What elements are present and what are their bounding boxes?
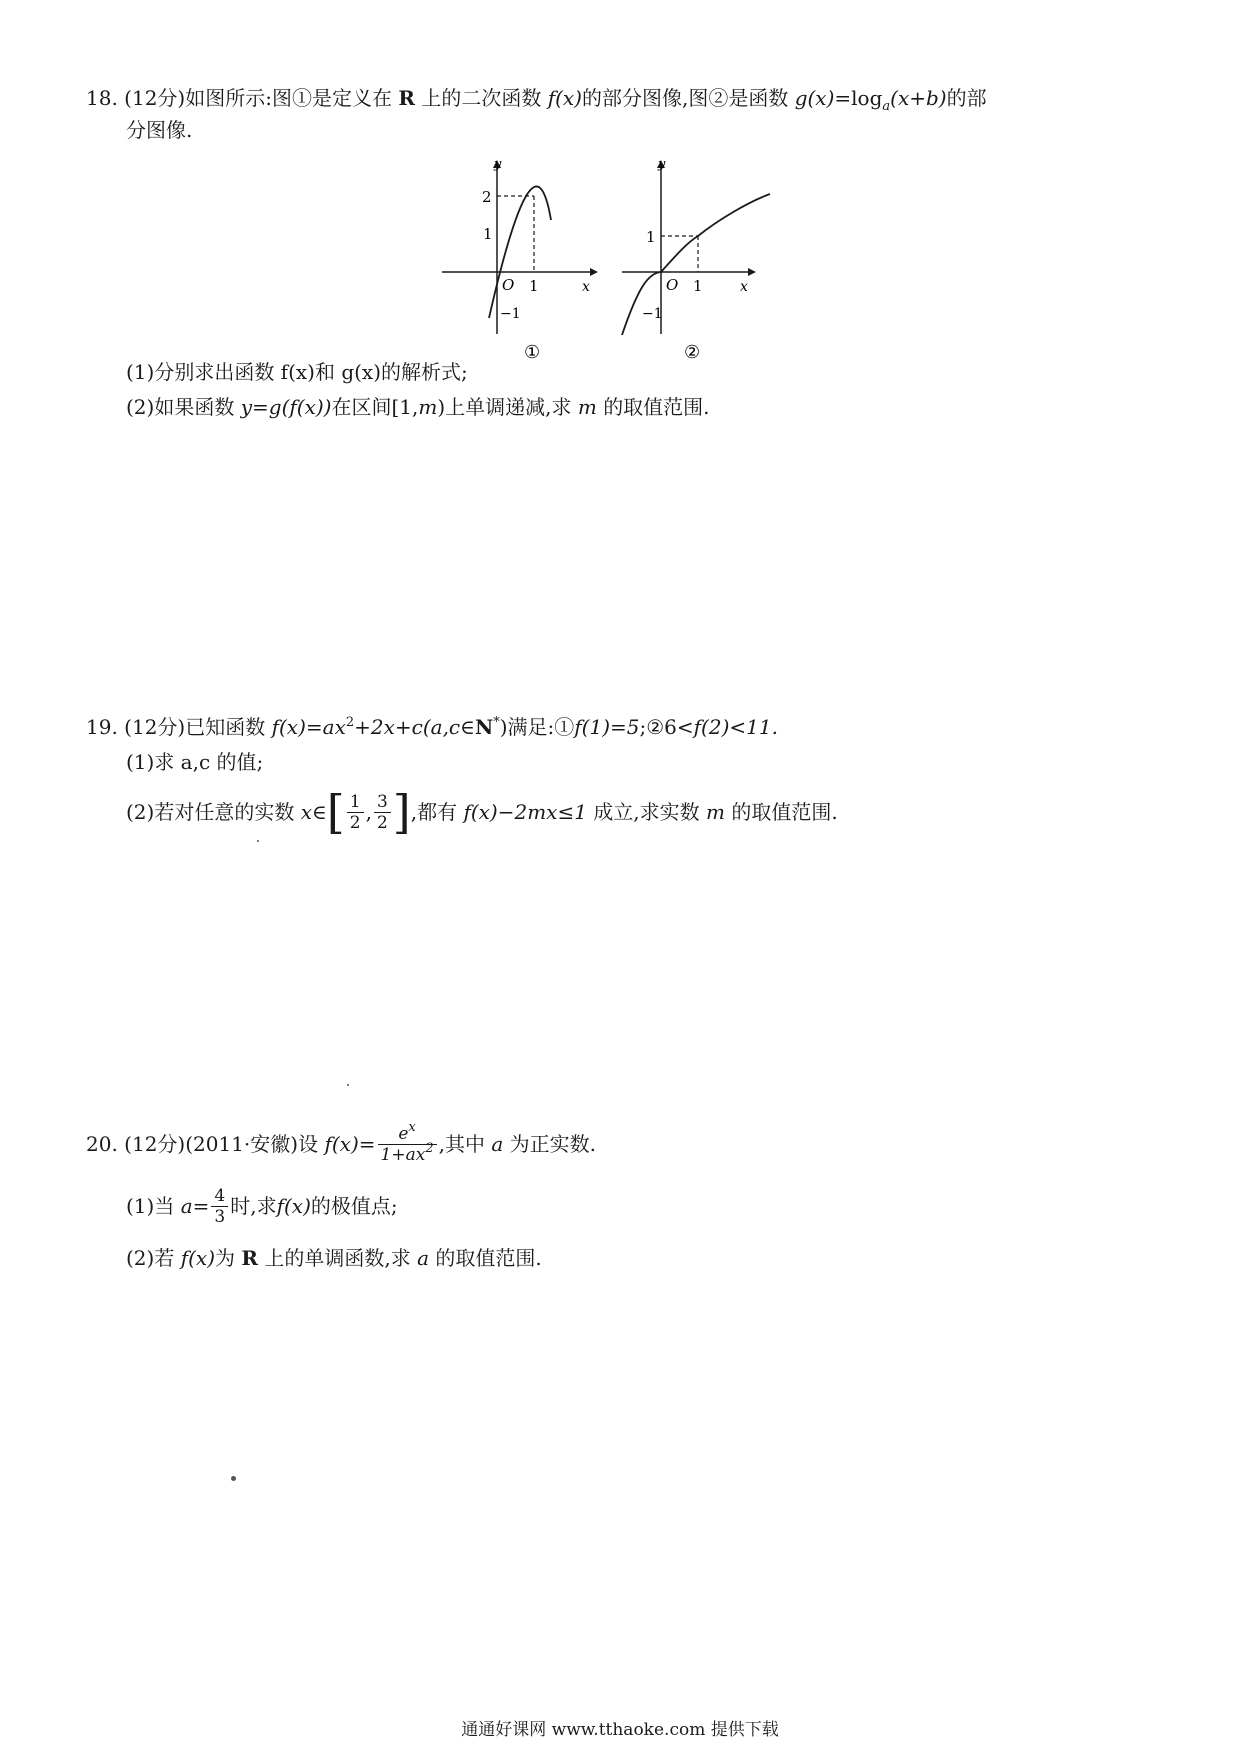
q19-part2-m: m [706, 800, 725, 824]
q19-star: * [493, 715, 500, 730]
q19-set-n: N [474, 715, 494, 739]
q18-part2-m2: m [577, 395, 597, 419]
log-graph [618, 158, 778, 364]
right-bracket: ] [392, 785, 411, 839]
q19-exp2: 2 [345, 715, 355, 730]
q20-part1-c: 的极值点; [310, 1194, 398, 1218]
q20-part1-den: 3 [211, 1206, 228, 1227]
q20-frac-den-base: 1+ax [380, 1144, 426, 1165]
q20-fx: f(x)= [324, 1132, 376, 1156]
q18-line2 [126, 116, 192, 144]
q18-part1 [126, 358, 468, 386]
q20-part1 [126, 1178, 398, 1234]
q19-text-a: 已知函数 [185, 715, 266, 739]
q18-part2 [126, 393, 710, 421]
fig2-neg-one: −1 [642, 306, 663, 322]
q20-text-c: 为正实数. [509, 1132, 596, 1156]
fig2-x-label: x [740, 279, 748, 295]
q18-set-r: R [398, 86, 415, 110]
parabola-graph [440, 158, 600, 364]
q20-source: (2011·安徽) [185, 1132, 299, 1156]
q19-line1 [86, 713, 778, 741]
q19-cond2: f(2)<11. [693, 715, 778, 739]
q18-part2-b: 在区间[1, [331, 395, 419, 419]
q18-log-base: a [882, 99, 891, 114]
q20-frac-den-exp: 2 [425, 1140, 434, 1156]
fig1-one-x: 1 [529, 277, 539, 295]
q20-part1-b: 时,求 [230, 1194, 277, 1218]
q19-frac1-num: 1 [349, 791, 361, 812]
q18-score: (12分) [124, 86, 186, 110]
fig1-x-label: x [582, 279, 590, 295]
scan-speck [347, 1084, 349, 1086]
q19-part1-text: (1)求 a,c 的值; [126, 750, 264, 774]
fig1-caption: ① [524, 342, 541, 363]
q20-part2-a: (2)若 [126, 1246, 175, 1270]
fig2-one-y: 1 [646, 228, 656, 246]
q18-line1 [86, 84, 987, 112]
q18-part2-d: 的取值范围. [603, 395, 710, 419]
q20-part1-fraction [211, 1186, 228, 1227]
q18-gx: g(x) [794, 86, 835, 110]
left-bracket: [ [326, 785, 345, 839]
q19-part2-c: 成立,求实数 [593, 800, 700, 824]
q20-part2 [126, 1244, 542, 1272]
x-axis-arrow [748, 268, 756, 276]
q18-log-arg: (x+b) [890, 86, 947, 110]
parabola-curve [489, 186, 551, 318]
q20-part2-r: R [241, 1246, 258, 1270]
q20-part1-num: 4 [214, 1185, 226, 1206]
q19-part2 [126, 784, 838, 840]
q19-fx-expr-b: +2x+c(a,c∈ [354, 715, 475, 739]
fig1-two-y: 2 [482, 188, 492, 206]
q18-part2-c: )上单调递减,求 [437, 395, 572, 419]
q19-frac1-den: 2 [347, 812, 364, 833]
q19-part2-ineq: f(x)−2mx≤1 [463, 800, 587, 824]
q20-part1-a: (1)当 [126, 1194, 175, 1218]
q20-part2-c: 上的单调函数,求 [264, 1246, 411, 1270]
q19-frac2-den: 2 [374, 812, 391, 833]
q18-intro-a: 如图所示:图①是定义在 [185, 86, 392, 110]
q20-part2-d: 的取值范围. [435, 1246, 542, 1270]
q18-fx: f(x) [547, 86, 582, 110]
q18-part1-text: (1)分别求出函数 f(x)和 g(x)的解析式; [126, 360, 468, 384]
q20-a-var: a [491, 1132, 504, 1156]
q20-part1-fx: f(x) [276, 1194, 311, 1218]
q20-frac-num-base: e [398, 1123, 409, 1144]
q18-part2-a: (2)如果函数 [126, 395, 235, 419]
fig1-neg-one: −1 [500, 306, 521, 322]
page-footer: 通通好课网 www.tthaoke.com 提供下载 [461, 1720, 779, 1740]
q18-intro-d: 的部 [946, 86, 987, 110]
q19-frac2-num: 3 [376, 791, 388, 812]
q19-interval-comma: , [365, 800, 372, 824]
q20-score: (12分) [124, 1132, 186, 1156]
q18-intro-b: 上的二次函数 [421, 86, 542, 110]
q20-text-b: ,其中 [438, 1132, 485, 1156]
scan-speck [257, 840, 259, 842]
q20-frac-num-exp: x [408, 1119, 416, 1135]
x-axis-arrow [590, 268, 598, 276]
q20-frac-den [378, 1140, 437, 1165]
q20-text-a: 设 [298, 1132, 319, 1156]
q19-part2-a: (2)若对任意的实数 [126, 800, 295, 824]
fig2-origin: O [666, 276, 679, 294]
q19-frac-2 [374, 792, 391, 833]
q18-number: 18. [86, 86, 118, 110]
q19-part2-b: ,都有 [410, 800, 458, 824]
q19-frac-1 [347, 792, 364, 833]
q18-intro-line2: 分图像. [126, 118, 193, 142]
q20-part2-fx: f(x) [180, 1246, 215, 1270]
fig1-one-y: 1 [483, 225, 493, 243]
fig1-origin: O [502, 276, 515, 294]
q18-figure-2 [618, 158, 778, 364]
q20-line1 [86, 1116, 596, 1172]
q18-eq-log: =log [834, 86, 883, 110]
q19-part2-d: 的取值范围. [731, 800, 838, 824]
q20-part2-a-var: a [417, 1246, 429, 1270]
q18-part2-m: m [418, 395, 438, 419]
fig2-y-label: y [658, 158, 666, 172]
q19-cond1: f(1)=5 [574, 715, 640, 739]
q19-sep: ;②6< [639, 715, 694, 739]
q19-number: 19. [86, 715, 118, 739]
q19-part1 [126, 748, 263, 776]
q20-fraction [378, 1119, 437, 1165]
fig1-y-label: y [494, 158, 502, 172]
q19-text-b: )满足:① [499, 715, 575, 739]
fig2-caption: ② [684, 342, 701, 363]
q18-intro-c: 的部分图像,图②是函数 [581, 86, 789, 110]
q19-part2-x: x∈ [300, 800, 327, 824]
q18-part2-expr: y=g(f(x)) [240, 395, 332, 419]
q20-part1-eq: a= [180, 1194, 210, 1218]
q19-score: (12分) [124, 715, 186, 739]
q20-number: 20. [86, 1132, 118, 1156]
q18-figure-1 [440, 158, 600, 364]
q20-part2-b: 为 [215, 1246, 235, 1270]
scan-speck [231, 1476, 236, 1481]
q20-frac-num [395, 1119, 418, 1144]
q19-fx-expr-a: f(x)=ax [271, 715, 346, 739]
fig2-one-x: 1 [693, 277, 703, 295]
